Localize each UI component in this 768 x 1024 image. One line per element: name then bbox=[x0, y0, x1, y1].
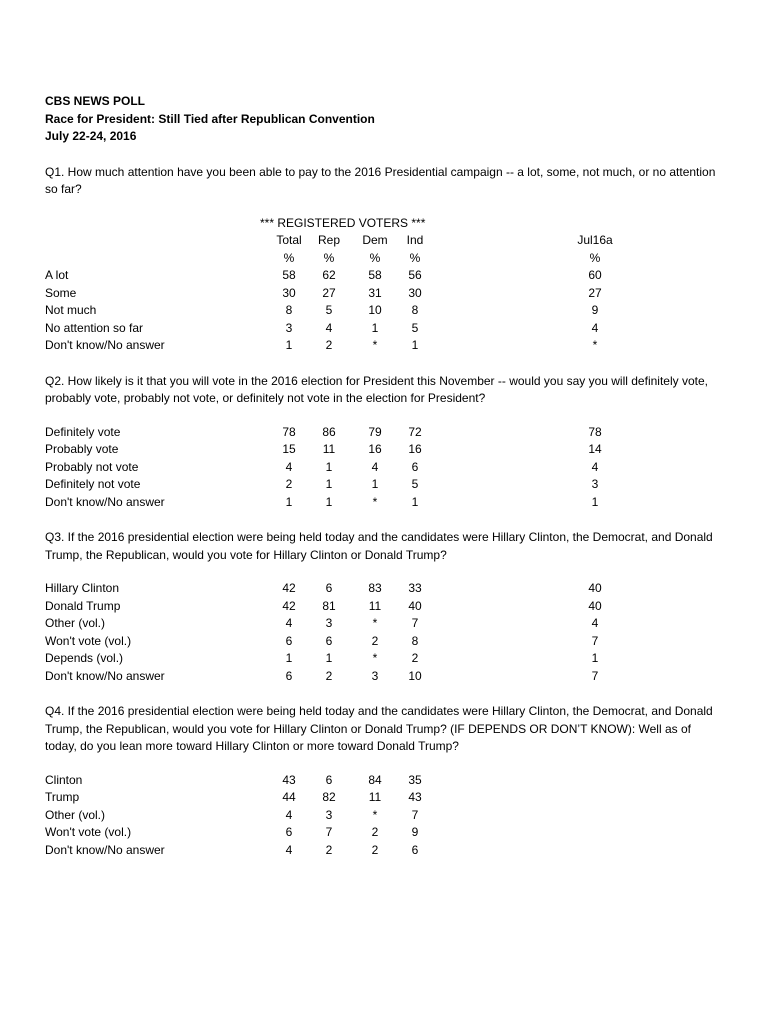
table-row bbox=[45, 842, 725, 860]
table-row bbox=[45, 789, 725, 807]
unit-label: % bbox=[283, 250, 295, 265]
cell-value: 62 bbox=[322, 268, 336, 282]
cell-value: 84 bbox=[368, 772, 382, 787]
results-table-4 bbox=[45, 772, 725, 860]
poll-source: CBS NEWS POLL bbox=[45, 94, 146, 108]
table-row bbox=[45, 494, 725, 512]
cell-value: 6 bbox=[285, 668, 293, 683]
row-label: Donald Trump bbox=[45, 598, 121, 613]
cell-value: 3 bbox=[591, 477, 599, 491]
cell-value: 1 bbox=[325, 459, 333, 474]
poll-document bbox=[45, 93, 725, 859]
results-table-1 bbox=[45, 215, 725, 355]
cell-value: 2 bbox=[325, 338, 333, 352]
cell-value: 6 bbox=[285, 633, 293, 648]
cell-value: 79 bbox=[368, 424, 382, 439]
cell-value: 6 bbox=[411, 459, 419, 474]
cell-value: 5 bbox=[325, 303, 333, 317]
poll-dates: July 22-24, 2016 bbox=[45, 129, 137, 143]
row-label: Don't know/No answer bbox=[45, 842, 165, 857]
unit-row bbox=[45, 250, 725, 268]
cell-value: 6 bbox=[411, 842, 419, 857]
cell-value: 11 bbox=[368, 790, 382, 804]
row-label: Won't vote (vol.) bbox=[45, 825, 132, 839]
cell-value: 30 bbox=[282, 285, 296, 300]
row-label: Definitely vote bbox=[45, 424, 121, 439]
cell-value: 2 bbox=[371, 633, 379, 648]
results-table-3 bbox=[45, 580, 725, 685]
cell-value: 1 bbox=[325, 651, 333, 665]
cell-value: 8 bbox=[285, 303, 293, 317]
cell-value: 4 bbox=[285, 459, 293, 474]
cell-value: 42 bbox=[282, 581, 296, 595]
cell-value: 11 bbox=[368, 598, 382, 613]
table-row bbox=[45, 476, 725, 494]
cell-value: 2 bbox=[325, 668, 333, 683]
table-row bbox=[45, 267, 725, 285]
cell-value: 1 bbox=[411, 338, 419, 352]
registered-voters-row bbox=[45, 215, 725, 233]
cell-value: 3 bbox=[285, 320, 293, 335]
cell-value: 60 bbox=[588, 268, 602, 282]
cell-value: 4 bbox=[285, 842, 293, 857]
row-label: Other (vol.) bbox=[45, 616, 106, 630]
cell-value: 1 bbox=[411, 494, 419, 509]
cell-value: 2 bbox=[411, 651, 419, 665]
cell-value: 7 bbox=[325, 825, 333, 839]
table-row bbox=[45, 807, 725, 825]
question-4: Q4. If the 2016 presidential election were being held today and the candidates were Hillary Clinton, the Democrat, and Donald Trump, the Republican, would you vote for Hillary Clinton or Donald Trump? (IF DEPENDS OR DON’T KNOW): Well as of today, do you lean more toward Hillary Clinton or more toward Donald Trump? bbox=[45, 704, 713, 753]
cell-value: 15 bbox=[282, 442, 296, 456]
table-row bbox=[45, 302, 725, 320]
table-row bbox=[45, 285, 725, 303]
questions-container bbox=[45, 164, 725, 860]
unit-label: % bbox=[369, 250, 381, 265]
cell-value: 1 bbox=[325, 477, 333, 491]
row-label: Not much bbox=[45, 303, 97, 317]
unit-label: % bbox=[589, 250, 601, 265]
cell-value: 6 bbox=[325, 581, 333, 595]
row-label: A lot bbox=[45, 268, 69, 282]
column-header: Rep bbox=[317, 233, 340, 247]
cell-value: 40 bbox=[588, 581, 602, 595]
cell-value: 8 bbox=[411, 633, 419, 648]
column-header: Jul16a bbox=[577, 233, 613, 247]
table-row bbox=[45, 424, 725, 442]
cell-value: 4 bbox=[325, 320, 333, 335]
cell-value: 33 bbox=[408, 581, 422, 595]
cell-value: 3 bbox=[325, 807, 333, 822]
cell-value: 1 bbox=[371, 320, 379, 335]
cell-value: 9 bbox=[591, 303, 599, 317]
table-row bbox=[45, 650, 725, 668]
table-row bbox=[45, 668, 725, 686]
cell-value: 82 bbox=[322, 790, 336, 804]
table-row bbox=[45, 320, 725, 338]
question-3: Q3. If the 2016 presidential election were being held today and the candidates were Hillary Clinton, the Democrat, and Donald Trump, the Republican, would you vote for Hillary Clinton or Donald Trump? bbox=[45, 530, 713, 562]
cell-value: 6 bbox=[325, 772, 333, 787]
row-label: Depends (vol.) bbox=[45, 651, 124, 665]
cell-value: 2 bbox=[285, 477, 293, 491]
cell-value: 8 bbox=[411, 303, 419, 317]
column-header: Dem bbox=[362, 233, 388, 247]
unit-label: % bbox=[409, 250, 421, 265]
question-1: Q1. How much attention have you been able to pay to the 2016 Presidential campaign -- a lot, some, not much, or no attention so far? bbox=[45, 164, 716, 196]
cell-value: 2 bbox=[371, 842, 379, 857]
row-label: Some bbox=[45, 285, 77, 300]
poll-title: Race for President: Still Tied after Republican Convention bbox=[45, 111, 375, 126]
cell-value: 4 bbox=[285, 807, 293, 822]
cell-value: 3 bbox=[371, 668, 379, 683]
cell-value: * bbox=[372, 651, 378, 665]
cell-value: 4 bbox=[591, 459, 599, 474]
table-row bbox=[45, 580, 725, 598]
cell-value: 1 bbox=[285, 494, 293, 509]
cell-value: 58 bbox=[368, 268, 382, 282]
cell-value: 5 bbox=[411, 477, 419, 491]
cell-value: 3 bbox=[325, 616, 333, 630]
unit-label: % bbox=[323, 250, 335, 265]
cell-value: 40 bbox=[588, 598, 602, 613]
cell-value: 2 bbox=[325, 842, 333, 857]
row-label: No attention so far bbox=[45, 320, 144, 335]
cell-value: * bbox=[372, 807, 378, 822]
table-row bbox=[45, 615, 725, 633]
row-label: Hillary Clinton bbox=[45, 581, 120, 595]
column-header: Ind bbox=[406, 233, 424, 247]
cell-value: 56 bbox=[408, 268, 422, 282]
cell-value: 86 bbox=[322, 424, 336, 439]
row-label: Other (vol.) bbox=[45, 807, 106, 822]
row-label: Probably vote bbox=[45, 442, 119, 456]
row-label: Definitely not vote bbox=[45, 477, 141, 491]
question-2: Q2. How likely is it that you will vote in the 2016 election for President this November -- would you say you will definitely vote, probably vote, probably not vote, or definitely not vote in the election for President? bbox=[45, 373, 708, 405]
table-row bbox=[45, 824, 725, 842]
cell-value: 78 bbox=[282, 424, 296, 439]
cell-value: 27 bbox=[322, 285, 336, 300]
cell-value: 81 bbox=[322, 598, 336, 613]
cell-value: 7 bbox=[591, 668, 599, 683]
table-row bbox=[45, 441, 725, 459]
cell-value: 1 bbox=[371, 477, 379, 491]
cell-value: 40 bbox=[408, 598, 422, 613]
cell-value: 7 bbox=[411, 616, 419, 630]
cell-value: 72 bbox=[408, 424, 422, 439]
cell-value: * bbox=[372, 494, 378, 509]
cell-value: 35 bbox=[408, 772, 422, 787]
cell-value: 4 bbox=[591, 616, 599, 630]
cell-value: 10 bbox=[408, 668, 422, 683]
cell-value: 6 bbox=[325, 633, 333, 648]
table-row bbox=[45, 459, 725, 477]
cell-value: 43 bbox=[282, 772, 296, 787]
registered-voters-label: *** REGISTERED VOTERS *** bbox=[260, 215, 426, 230]
cell-value: * bbox=[592, 338, 598, 352]
results-table-2 bbox=[45, 424, 725, 512]
cell-value: 5 bbox=[411, 320, 419, 335]
table-row bbox=[45, 633, 725, 651]
row-label: Won't vote (vol.) bbox=[45, 633, 132, 648]
row-label: Trump bbox=[45, 790, 80, 804]
cell-value: 10 bbox=[368, 303, 382, 317]
cell-value: 14 bbox=[588, 442, 602, 456]
cell-value: 16 bbox=[408, 442, 422, 456]
cell-value: 43 bbox=[408, 790, 422, 804]
cell-value: 2 bbox=[371, 825, 379, 839]
cell-value: 4 bbox=[591, 320, 599, 335]
cell-value: 1 bbox=[591, 494, 599, 509]
column-header-row bbox=[45, 232, 725, 250]
cell-value: 83 bbox=[368, 581, 382, 595]
row-label: Clinton bbox=[45, 772, 83, 787]
cell-value: * bbox=[372, 616, 378, 630]
cell-value: 1 bbox=[285, 338, 293, 352]
table-row bbox=[45, 598, 725, 616]
row-label: Don't know/No answer bbox=[45, 494, 165, 509]
cell-value: 9 bbox=[411, 825, 419, 839]
cell-value: 30 bbox=[408, 285, 422, 300]
cell-value: 58 bbox=[282, 268, 296, 282]
cell-value: 27 bbox=[588, 285, 602, 300]
row-label: Probably not vote bbox=[45, 459, 139, 474]
table-row bbox=[45, 772, 725, 790]
cell-value: 1 bbox=[285, 651, 293, 665]
row-label: Don't know/No answer bbox=[45, 668, 165, 683]
cell-value: 42 bbox=[282, 598, 296, 613]
cell-value: 44 bbox=[282, 790, 296, 804]
table-row bbox=[45, 337, 725, 355]
cell-value: 1 bbox=[591, 651, 599, 665]
cell-value: 4 bbox=[285, 616, 293, 630]
row-label: Don't know/No answer bbox=[45, 338, 165, 352]
cell-value: 4 bbox=[371, 459, 379, 474]
cell-value: 31 bbox=[368, 285, 382, 300]
cell-value: 1 bbox=[325, 494, 333, 509]
cell-value: 6 bbox=[285, 825, 293, 839]
cell-value: 11 bbox=[322, 442, 336, 456]
cell-value: 7 bbox=[411, 807, 419, 822]
cell-value: 78 bbox=[588, 424, 602, 439]
column-header: Total bbox=[276, 233, 302, 247]
cell-value: 16 bbox=[368, 442, 382, 456]
cell-value: * bbox=[372, 338, 378, 352]
cell-value: 7 bbox=[591, 633, 599, 648]
